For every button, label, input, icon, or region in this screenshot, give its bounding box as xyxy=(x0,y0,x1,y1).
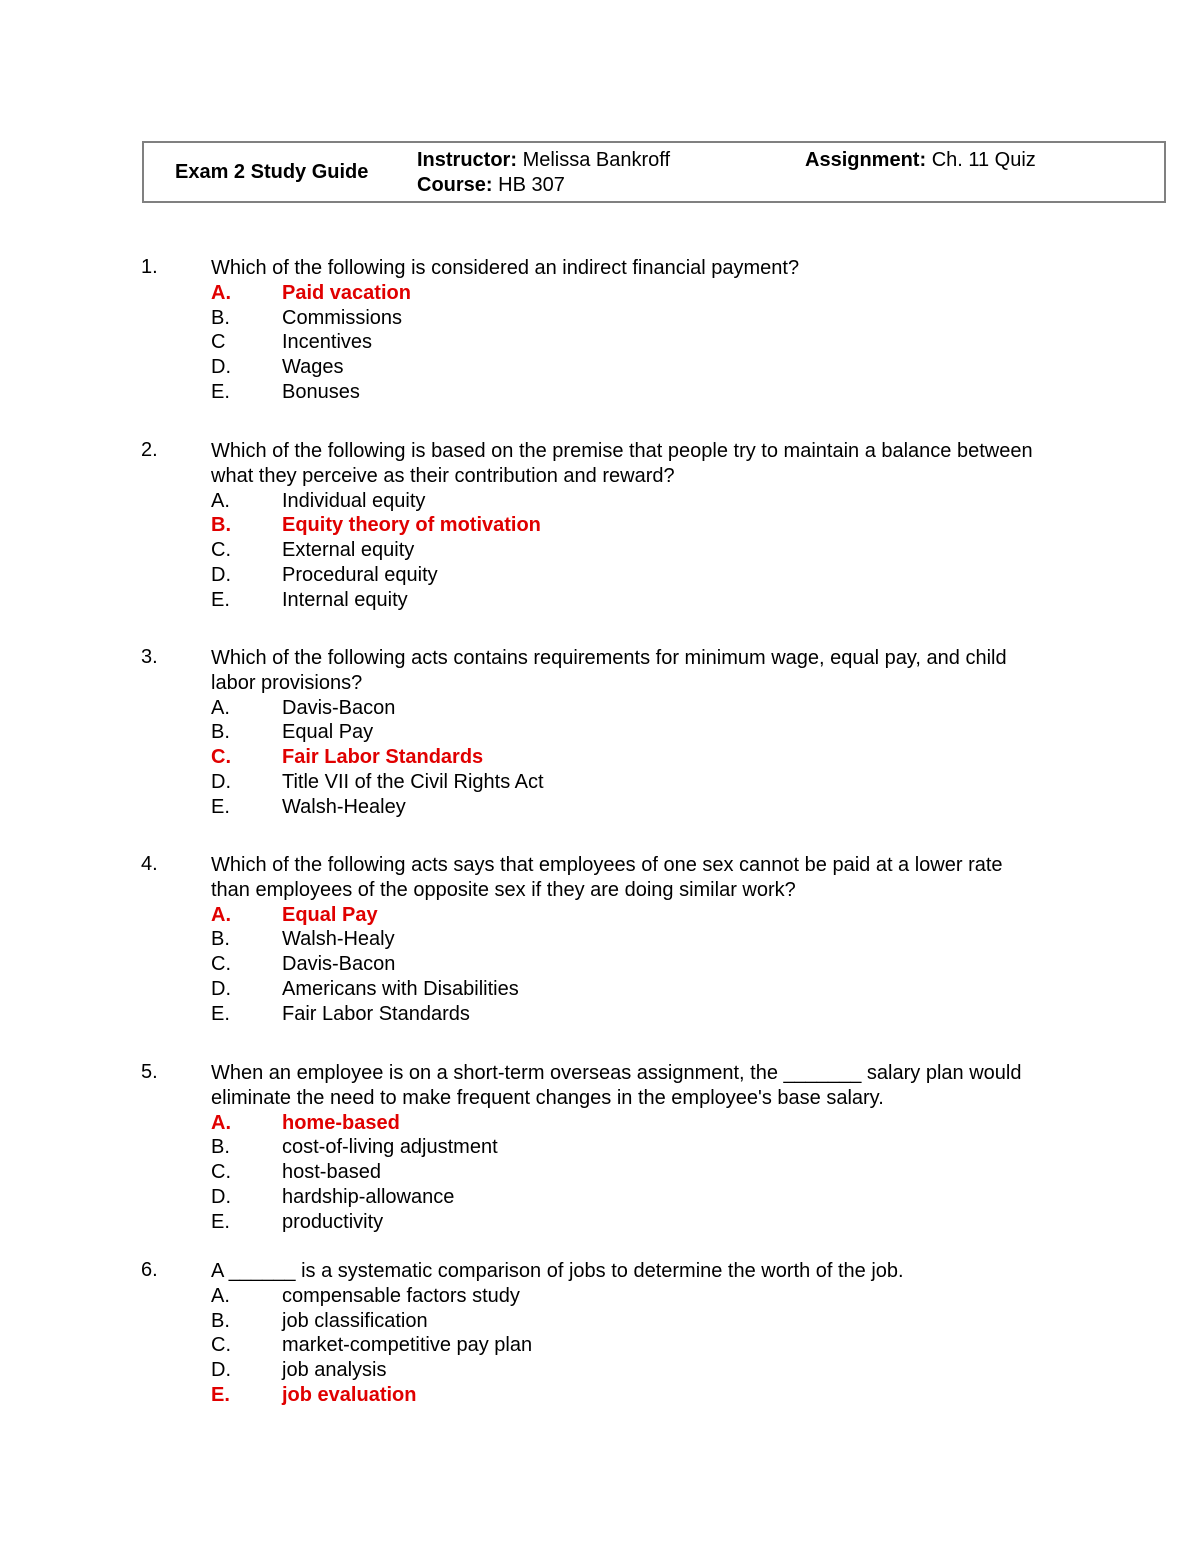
question-text: A ______ is a systematic comparison of jobs to determine the worth of the job. xyxy=(211,1260,904,1282)
option-text: productivity xyxy=(282,1210,384,1233)
option-d xyxy=(211,355,411,380)
option-letter: A. xyxy=(211,1284,230,1307)
option-letter: D. xyxy=(211,977,231,1000)
assignment-label: Assignment: xyxy=(805,149,927,171)
option-b xyxy=(211,513,541,538)
option-c xyxy=(211,1333,532,1358)
option-b xyxy=(211,720,544,745)
option-c xyxy=(211,330,411,355)
question-text: Which of the following acts contains requirements for minimum wage, equal pay, and child labor provisions? xyxy=(211,647,1007,694)
option-text: Commissions xyxy=(282,306,403,329)
option-a xyxy=(211,489,541,514)
question-number: 1. xyxy=(141,256,158,278)
option-text: hardship-allowance xyxy=(282,1185,455,1208)
option-text: Procedural equity xyxy=(282,563,438,586)
option-c xyxy=(211,1160,498,1185)
option-text: job evaluation xyxy=(282,1383,417,1406)
option-letter: C. xyxy=(211,1334,231,1357)
option-letter: B. xyxy=(211,1136,230,1159)
option-a xyxy=(211,1284,532,1309)
option-letter: C. xyxy=(211,953,231,976)
option-letter: E. xyxy=(211,380,230,403)
option-text: Bonuses xyxy=(282,380,360,403)
course-value: HB 307 xyxy=(498,174,565,196)
option-b xyxy=(211,1309,532,1334)
option-letter: B. xyxy=(211,306,230,329)
option-letter: C. xyxy=(211,1161,231,1184)
option-d xyxy=(211,563,541,588)
option-d xyxy=(211,1185,498,1210)
option-letter: A. xyxy=(211,281,231,304)
option-text: cost-of-living adjustment xyxy=(282,1136,498,1159)
question-text: Which of the following is considered an indirect financial payment? xyxy=(211,257,800,279)
option-d xyxy=(211,770,544,795)
option-text: Fair Labor Standards xyxy=(282,746,484,769)
option-text: Davis-Bacon xyxy=(282,953,396,976)
option-text: Equal Pay xyxy=(282,903,378,926)
option-letter: E. xyxy=(211,588,230,611)
option-letter: C xyxy=(211,331,226,354)
option-text: market-competitive pay plan xyxy=(282,1334,533,1357)
option-c xyxy=(211,745,544,770)
option-d xyxy=(211,977,519,1002)
option-b xyxy=(211,927,519,952)
option-d xyxy=(211,1358,532,1383)
option-text: Internal equity xyxy=(282,588,408,611)
option-text: Wages xyxy=(282,356,344,379)
option-letter: D. xyxy=(211,563,231,586)
option-letter: E. xyxy=(211,1002,230,1025)
option-text: Americans with Disabilities xyxy=(282,977,519,1000)
option-e xyxy=(211,795,544,820)
option-letter: D. xyxy=(211,1359,231,1382)
option-e xyxy=(211,1002,519,1027)
option-text: job analysis xyxy=(282,1359,387,1382)
option-a xyxy=(211,281,411,306)
option-c xyxy=(211,538,541,563)
option-letter: B. xyxy=(211,514,231,537)
option-letter: A. xyxy=(211,903,231,926)
course-field xyxy=(417,174,565,197)
option-list xyxy=(211,489,541,613)
option-e xyxy=(211,1383,532,1408)
option-b xyxy=(211,306,411,331)
option-letter: C. xyxy=(211,539,231,562)
option-text: Davis-Bacon xyxy=(282,696,396,719)
question-number: 5. xyxy=(141,1061,158,1083)
option-list xyxy=(211,281,411,405)
option-list xyxy=(211,1111,498,1235)
option-letter: B. xyxy=(211,928,230,951)
document-title: Exam 2 Study Guide xyxy=(175,161,369,183)
option-letter: A. xyxy=(211,1111,231,1134)
option-text: Title VII of the Civil Rights Act xyxy=(282,770,544,793)
option-letter: B. xyxy=(211,1309,230,1332)
option-text: compensable factors study xyxy=(282,1284,520,1307)
course-label: Course: xyxy=(417,174,493,196)
assignment-field xyxy=(805,149,1036,172)
option-e xyxy=(211,380,411,405)
option-list xyxy=(211,696,544,820)
question-number: 2. xyxy=(141,439,158,461)
option-letter: E. xyxy=(211,795,230,818)
question-number: 4. xyxy=(141,853,158,875)
option-e xyxy=(211,588,541,613)
option-text: Equity theory of motivation xyxy=(282,514,541,537)
option-a xyxy=(211,1111,498,1136)
question-text: When an employee is on a short-term overseas assignment, the _______ salary plan would eliminate the need to make frequent changes in the employee's base salary. xyxy=(211,1062,1022,1109)
assignment-value: Ch. 11 Quiz xyxy=(931,149,1036,171)
option-text: Individual equity xyxy=(282,489,426,512)
option-c xyxy=(211,952,519,977)
instructor-field xyxy=(417,149,670,172)
instructor-label: Instructor: xyxy=(417,149,517,171)
option-b xyxy=(211,1135,498,1160)
option-letter: D. xyxy=(211,1185,231,1208)
option-text: Walsh-Healey xyxy=(282,795,406,818)
option-text: Walsh-Healy xyxy=(282,928,395,951)
question-number: 6. xyxy=(141,1259,158,1281)
question-text: Which of the following is based on the premise that people try to maintain a balance between what they perceive as their contribution and reward? xyxy=(211,440,1033,487)
option-letter: C. xyxy=(211,746,231,769)
option-text: Fair Labor Standards xyxy=(282,1002,470,1025)
option-letter: D. xyxy=(211,356,231,379)
instructor-value: Melissa Bankroff xyxy=(522,149,671,171)
option-text: Incentives xyxy=(282,331,373,354)
option-letter: A. xyxy=(211,489,230,512)
option-text: Paid vacation xyxy=(282,281,411,304)
option-text: Equal Pay xyxy=(282,721,374,744)
option-list xyxy=(211,903,519,1027)
option-text: home-based xyxy=(282,1111,400,1134)
option-text: host-based xyxy=(282,1161,381,1184)
option-list xyxy=(211,1284,532,1408)
option-letter: B. xyxy=(211,721,230,744)
option-letter: E. xyxy=(211,1210,230,1233)
question-text: Which of the following acts says that employees of one sex cannot be paid at a lower rate than employees of the opposite sex if they are doing similar work? xyxy=(211,854,1003,901)
option-e xyxy=(211,1210,498,1235)
option-text: External equity xyxy=(282,539,415,562)
option-text: job classification xyxy=(282,1309,428,1332)
option-letter: D. xyxy=(211,770,231,793)
question-number: 3. xyxy=(141,646,158,668)
option-letter: A. xyxy=(211,696,230,719)
option-letter: E. xyxy=(211,1383,230,1406)
option-a xyxy=(211,696,544,721)
option-a xyxy=(211,903,519,928)
